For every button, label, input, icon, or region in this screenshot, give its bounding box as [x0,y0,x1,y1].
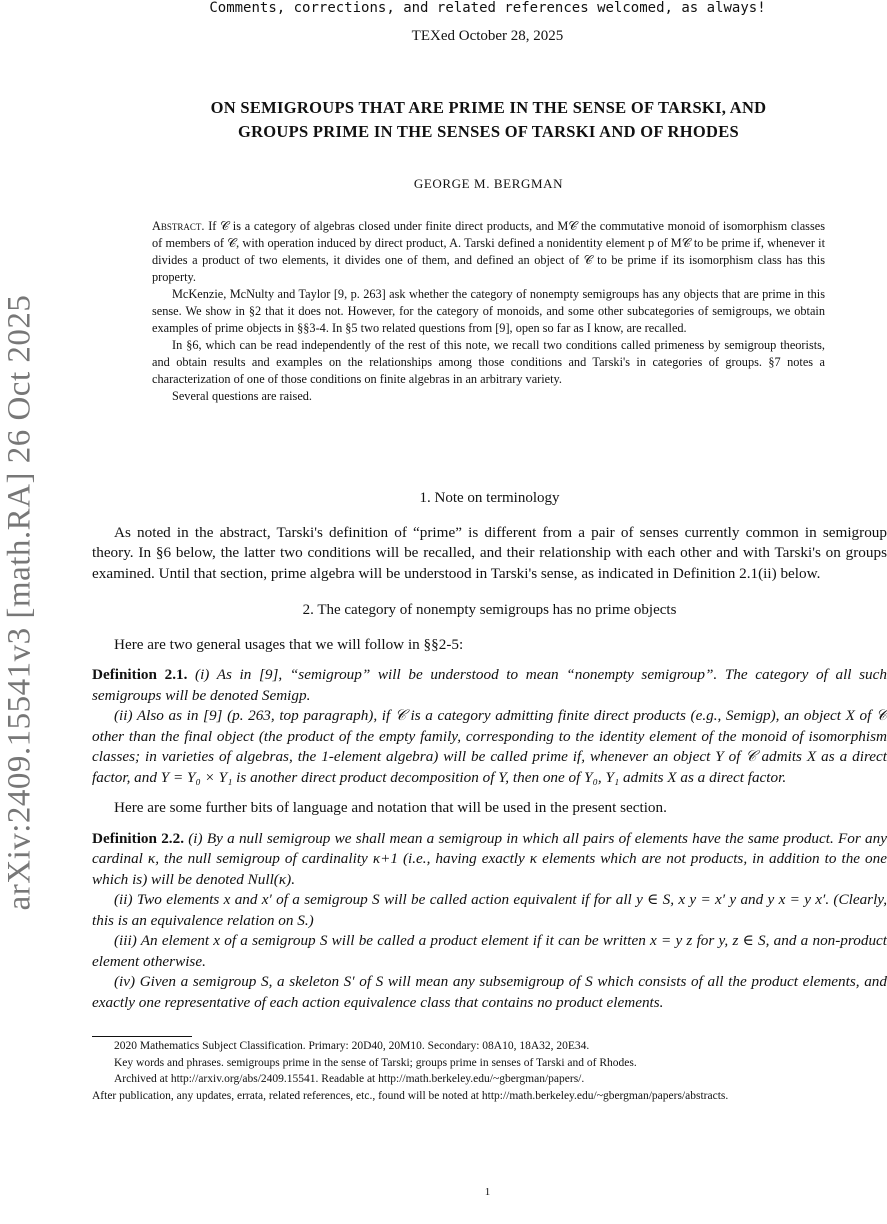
definition-2-2-iv [92,972,887,1013]
title-line-2: GROUPS PRIME IN THE SENSES OF TARSKI AND OF RHODES [237,122,740,141]
definition-2-2-label: Definition 2.2. [92,829,184,847]
footnotes [92,1038,887,1104]
section-1-heading: 1. Note on terminology [419,490,560,506]
definition-2-2-i-text: (i) By a null semigroup we shall mean a semigroup in which all pairs of elements have the same product. For any cardinal κ, the null semigroup of cardinality κ+1 (i.e., having exactly κ elements which are not products, in addition to the one which is) will be denoted Null(κ). [92,829,887,888]
further-notation-paragraph: Here are some further bits of language and notation that will be used in the present section. [114,799,667,816]
main-body [92,488,887,1013]
footnote-msc: 2020 Mathematics Subject Classification. Primary: 20D40, 20M10. Secondary: 08A10, 18A32, 20E34. [114,1040,590,1052]
page-number: 1 [484,1186,491,1198]
definition-2-1-ii [92,706,887,788]
definition-2-2-ii [92,890,887,931]
definition-2-1-ii-text: (ii) Also as in [9] (p. 263, top paragraph), if 𝒞 is a category admitting finite direct products (e.g., Semigp), an object X of 𝒞 other than the final object (the product of the empty family, corresponding to the identity element of the monoid of isomorphism classes; in varieties of algebras, the 1-element algebra) will be called prime if, whenever an object Y of 𝒞 admits X as a direct factor, and Y = Y₀ × Y₁ is another direct product decomposition of Y, then one of Y₀, Y₁ admits X as a direct factor. [92,707,887,786]
footnote-archived[interactable]: Archived at http://arxiv.org/abs/2409.15541. Readable at http://math.berkeley.edu/~gbergman/papers/. [114,1073,585,1085]
abstract [152,218,825,405]
abstract-paragraph-3: In §6, which can be read independently of the rest of this note, we recall two conditions called primeness by semigroup theorists, and obtain results and examples on the relationships among those conditions and Tarski's in categories of groups. §7 notes a characterization of one of those conditions on finite algebras in an arbitrary variety. [152,338,825,386]
abstract-paragraph-1 [152,218,825,286]
definition-2-1-i [92,665,887,706]
footnote-after-publication[interactable]: After publication, any updates, errata, related references, etc., found will be noted at http://math.berkeley.edu/~gbergman/papers/abstracts. [92,1089,729,1102]
definition-2-2-iv-text: (iv) Given a semigroup S, a skeleton S′ of S will mean any subsemigroup of S which consists of all the product elements, and exactly one representative of each action equivalence class that contains no product elements. [92,973,887,1011]
arxiv-sidebar [0,24,40,1224]
footnote-keywords: Key words and phrases. semigroups prime in the sense of Tarski; groups prime in senses of Tarski and of Rhodes. [114,1056,637,1069]
section-1-paragraph: As noted in the abstract, Tarski's definition of “prime” is different from a pair of senses currently common in semigroup theory. In §6 below, the latter two conditions will be recalled, and their relationship with each other and with Tarski's on groups examined. Until that section, prime algebra will be understood in Tarski's sense, as indicated in Definition 2.1(ii) below. [92,523,887,582]
definition-2-1-i-text: (i) As in [9], “semigroup” will be understood to mean “nonempty semigroup”. The category of all such semigroups will be denoted Semigp. [92,666,887,704]
arxiv-identifier: arXiv:2409.15541v3 [math.RA] 26 Oct 2025 [1,294,38,911]
abstract-label: Abstract. [152,219,205,233]
section-2-intro: Here are two general usages that we will follow in §§2-5: [114,635,464,653]
abstract-paragraph-4: Several questions are raised. [172,389,312,403]
author-name: GEORGE M. BERGMAN [413,176,564,191]
abstract-paragraph-2: McKenzie, McNulty and Taylor [9, p. 263] ask whether the category of nonempty semigroups has any objects that are prime in this sense. We show in §2 that it does not. However, for the category of monoids, and some other subcategories of semigroups, we obtain examples of prime objects in §§3-4. In §5 two related questions from [9], open so far as I know, are recalled. [152,287,825,335]
definition-2-1-label: Definition 2.1. [92,666,188,683]
header-notice: Comments, corrections, and related references welcomed, as always! [209,0,766,16]
definition-2-2-iii [92,931,887,972]
abstract-text-1: If 𝒞 is a category of algebras closed under finite direct products, and M𝒞 the commutative monoid of isomorphism classes of members of 𝒞, with operation induced by direct product, A. Tarski defined a nonidentity element p of M𝒞 to be prime if, whenever it divides a product of two elements, it divides one of them, and defined an object of 𝒞 to be prime if its isomorphism class has this property. [152,219,825,284]
definition-2-2-i [92,829,887,891]
title-line-1: ON SEMIGROUPS THAT ARE PRIME IN THE SENSE OF TARSKI, AND [210,98,767,117]
paper-title [92,96,885,144]
definition-2-2-iii-text: (iii) An element x of a semigroup S will be called a product element if it can be written x = y z for y, z ∈ S, and a non-product element otherwise. [92,932,887,970]
footnote-rule [92,1036,192,1037]
header-date: TEXed October 28, 2025 [411,28,564,44]
definition-2-2-ii-text: (ii) Two elements x and x′ of a semigroup S will be called action equivalent if for all y ∈ S, x y = x′ y and y x = y x′. (Clearly, this is an equivalence relation on S.) [92,891,887,929]
section-2-heading: 2. The category of nonempty semigroups has no prime objects [302,602,677,618]
